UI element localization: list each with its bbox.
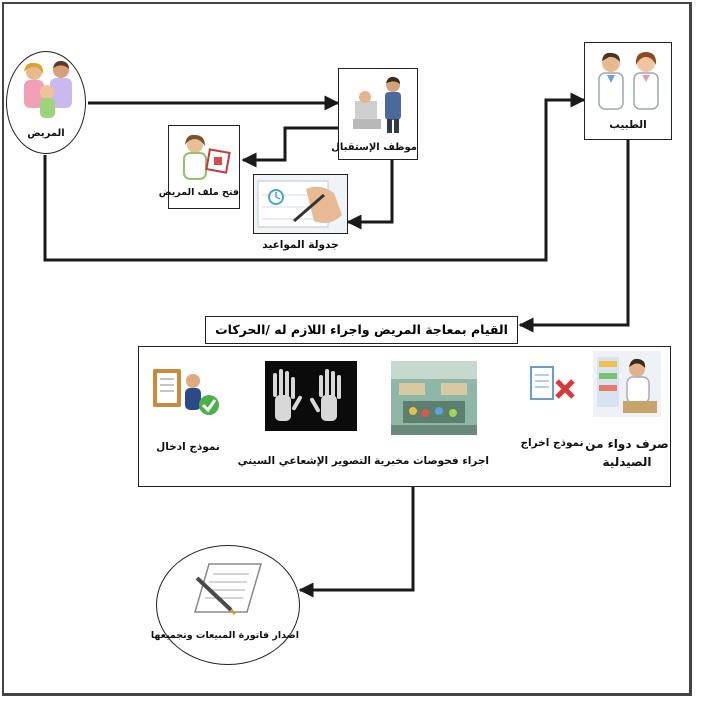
lab-room-icon <box>391 361 477 435</box>
discharge-label: نموذج اخراج <box>520 437 584 449</box>
arrow-doctor-to-treatment <box>520 140 628 325</box>
treatment-activities-panel <box>138 346 671 487</box>
doctors-icon <box>589 49 669 115</box>
arrow-reception-to-open-file <box>243 128 338 160</box>
invoice-document-icon <box>187 560 267 618</box>
xray-label: التصوير الإشعاعي السيني <box>237 455 371 467</box>
arrow-treatment-to-invoice <box>300 487 413 590</box>
writing-hand-icon <box>254 175 347 233</box>
treatment-banner: القيام بمعاجة المريض واجراء اللازم له /الحركات <box>205 316 518 344</box>
lab-label: اجراء فحوصات مخبرية <box>374 455 489 467</box>
pharmacist-icon <box>593 351 661 417</box>
doctor-label: الطبيب <box>609 119 647 131</box>
family-icon <box>17 58 77 120</box>
appointments-label: جدولة المواعيد <box>262 239 339 251</box>
admission-form-icon <box>147 363 227 421</box>
reception-label: موظف الإستقبال <box>331 142 417 153</box>
xray-hands-icon <box>265 361 357 431</box>
activity-xray <box>237 359 371 469</box>
reception-staff-icon <box>349 75 409 135</box>
appointments-node <box>253 174 348 234</box>
invoice-label: اصدار فاتورة المبيعات وتجميعها <box>150 630 299 641</box>
admission-label: نموذج ادخال <box>156 441 220 453</box>
pharmacy-label-line2: الصيدلية <box>602 455 652 469</box>
reception-node <box>331 68 418 160</box>
open-file-node <box>158 125 240 209</box>
arrow-reception-to-appointments <box>348 160 392 222</box>
activity-admission <box>143 359 233 459</box>
invoice-node <box>150 545 300 665</box>
nurse-file-icon <box>175 131 235 183</box>
activity-lab <box>374 359 489 469</box>
patient-node <box>6 51 86 154</box>
patient-label: المريض <box>27 128 65 139</box>
discharge-form-icon <box>527 365 579 411</box>
pharmacy-label-line1: صرف دواء من <box>585 437 669 451</box>
open-file-label: فتح ملف المريض <box>158 187 239 198</box>
activity-pharmacy <box>585 349 669 477</box>
doctor-node <box>584 42 672 140</box>
activity-discharge <box>517 359 587 459</box>
